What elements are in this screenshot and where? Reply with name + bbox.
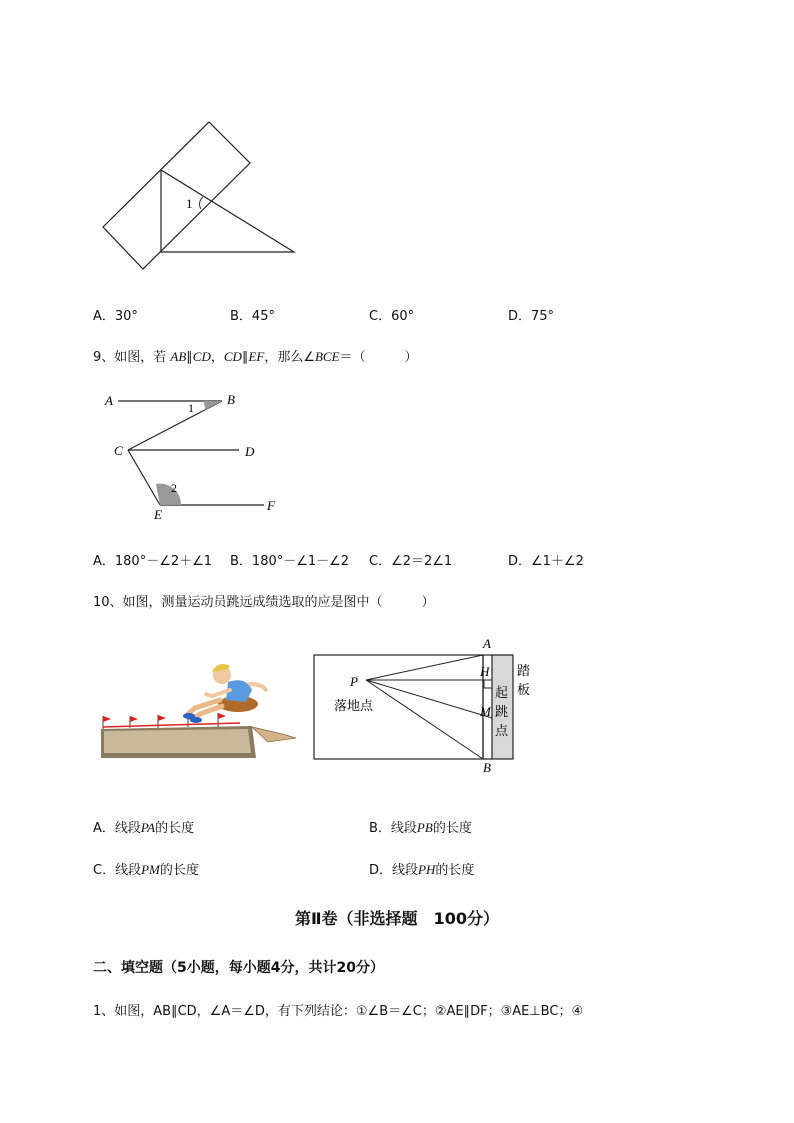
q8-option-b: B．45° [230, 309, 275, 324]
q9-option-b: B．180°－∠1－∠2 [230, 554, 350, 569]
q9-option-a: A．180°－∠2＋∠1 [93, 554, 213, 569]
svg-text:B: B [483, 760, 491, 775]
q8-triangle [161, 170, 294, 252]
q8-angle-arc [200, 197, 203, 209]
jumping-athlete-icon [183, 664, 266, 723]
svg-text:板: 板 [517, 682, 531, 697]
q8-option-d: D．75° [508, 309, 555, 324]
q10-option-d: D．线段PH的长度 [369, 862, 475, 878]
q10-stem: 10、如图，测量运动员跳远成绩选取的应是图中（ ） [93, 595, 435, 610]
segment-pa [366, 655, 483, 680]
segment-pb [366, 680, 483, 759]
distance-flags-icon [103, 713, 240, 729]
long-jump-illustration [96, 655, 301, 765]
q9-figure [100, 385, 290, 525]
svg-text:F: F [267, 498, 275, 513]
q9-option-d: D．∠1＋∠2 [508, 554, 584, 569]
q9-option-c: C．∠2＝2∠1 [369, 554, 453, 569]
svg-text:C: C [114, 443, 123, 458]
segment-pm [366, 680, 492, 718]
svg-text:H: H [480, 664, 490, 679]
q9-angle1-shade [203, 401, 222, 410]
svg-text:A: A [483, 636, 491, 651]
q8-option-c: C．60° [369, 309, 415, 324]
q8-option-a: A．30° [93, 309, 138, 324]
part2-title: 第Ⅱ卷（非选择题 100分） [295, 909, 499, 928]
fill-in-section-heading: 二、填空题（5小题，每小题4分，共计20分） [93, 960, 384, 976]
right-angle-mark [484, 680, 492, 688]
fill-in-q1: 1、如图，AB∥CD，∠A＝∠D，有下列结论：①∠B＝∠C；②AE∥DF；③AE⊥BC；④ [93, 1004, 584, 1019]
q10-option-b: B．线段PB的长度 [369, 820, 472, 836]
svg-text:跳: 跳 [495, 704, 509, 719]
svg-text:M: M [480, 704, 491, 719]
svg-text:P: P [350, 674, 358, 689]
svg-text:1: 1 [188, 401, 194, 415]
q10-option-a: A．线段PA的长度 [93, 820, 195, 836]
q8-angle-label: 1 [186, 196, 193, 211]
q8-ruler-rectangle [103, 122, 250, 269]
q8-figure [95, 115, 305, 275]
q9-angle2-shade [156, 484, 181, 505]
svg-text:A: A [105, 393, 113, 408]
q10-diagram [310, 632, 540, 777]
svg-text:点: 点 [495, 723, 509, 738]
q9-stem: 9、如图，若 AB∥CD，CD∥EF，那么∠BCE＝（ ） [93, 349, 418, 365]
svg-text:踏: 踏 [517, 663, 531, 678]
svg-text:B: B [227, 392, 235, 407]
takeoff-board-icon [252, 727, 296, 742]
svg-text:D: D [245, 444, 255, 459]
svg-text:E: E [154, 507, 162, 522]
svg-text:落地点: 落地点 [334, 698, 374, 713]
svg-text:2: 2 [171, 481, 177, 495]
svg-text:起: 起 [495, 685, 509, 700]
q10-option-c: C．线段PM的长度 [93, 862, 199, 878]
